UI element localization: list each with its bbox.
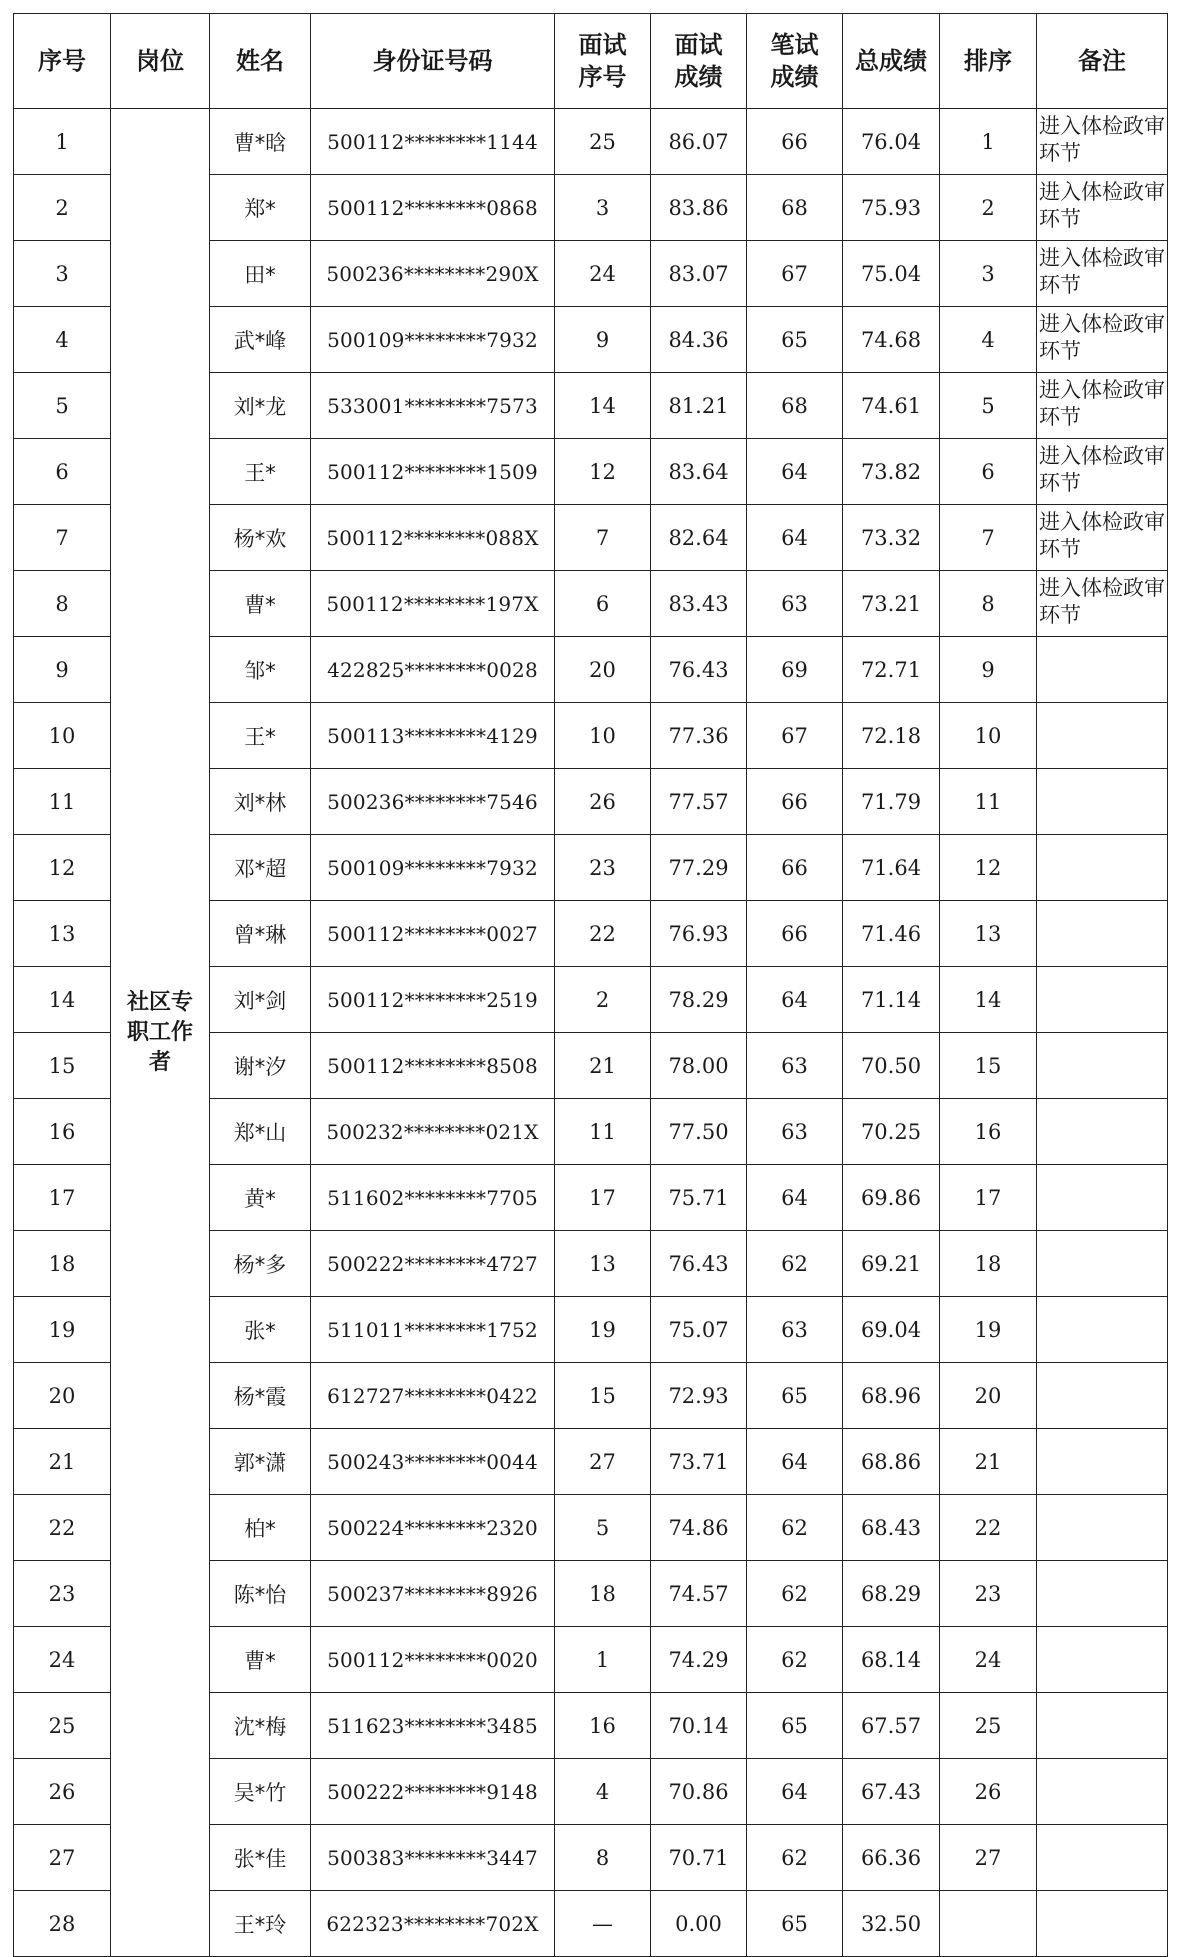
cell-interview-seq: 18 — [555, 1561, 651, 1627]
cell-seq: 21 — [14, 1429, 111, 1495]
cell-note — [1037, 835, 1168, 901]
cell-id-number: 500222********4727 — [311, 1231, 555, 1297]
cell-name: 柏* — [210, 1495, 311, 1561]
cell-interview-seq: 22 — [555, 901, 651, 967]
cell-interview-score: 84.36 — [651, 307, 747, 373]
cell-total-score: 73.21 — [843, 571, 940, 637]
cell-note — [1037, 1297, 1168, 1363]
cell-id-number: 622323********702X — [311, 1891, 555, 1957]
cell-name: 郭*潇 — [210, 1429, 311, 1495]
cell-seq: 17 — [14, 1165, 111, 1231]
header-interview-seq: 面试序号 — [555, 14, 651, 109]
cell-written-score: 65 — [747, 1891, 843, 1957]
header-row — [14, 14, 1168, 109]
cell-name: 谢*汐 — [210, 1033, 311, 1099]
cell-interview-seq: 27 — [555, 1429, 651, 1495]
header-seq: 序号 — [14, 14, 111, 109]
cell-interview-seq: 15 — [555, 1363, 651, 1429]
cell-name: 杨*霞 — [210, 1363, 311, 1429]
cell-total-score: 69.04 — [843, 1297, 940, 1363]
cell-name: 吴*竹 — [210, 1759, 311, 1825]
cell-interview-seq: 11 — [555, 1099, 651, 1165]
cell-name: 杨*多 — [210, 1231, 311, 1297]
cell-name: 陈*怡 — [210, 1561, 311, 1627]
cell-rank: 12 — [940, 835, 1037, 901]
cell-id-number: 500112********0868 — [311, 175, 555, 241]
cell-written-score: 64 — [747, 1759, 843, 1825]
cell-interview-seq: 24 — [555, 241, 651, 307]
cell-interview-score: 0.00 — [651, 1891, 747, 1957]
cell-total-score: 75.04 — [843, 241, 940, 307]
cell-interview-score: 70.86 — [651, 1759, 747, 1825]
header-id-number: 身份证号码 — [311, 14, 555, 109]
cell-id-number: 500112********1144 — [311, 109, 555, 175]
cell-written-score: 65 — [747, 1363, 843, 1429]
cell-seq: 22 — [14, 1495, 111, 1561]
cell-note — [1037, 1495, 1168, 1561]
cell-name: 杨*欢 — [210, 505, 311, 571]
cell-note: 进入体检政审环节 — [1037, 439, 1168, 505]
cell-interview-score: 74.86 — [651, 1495, 747, 1561]
cell-total-score: 76.04 — [843, 109, 940, 175]
cell-total-score: 68.29 — [843, 1561, 940, 1627]
cell-written-score: 67 — [747, 241, 843, 307]
cell-rank: 27 — [940, 1825, 1037, 1891]
cell-total-score: 68.86 — [843, 1429, 940, 1495]
cell-seq: 15 — [14, 1033, 111, 1099]
cell-rank: 3 — [940, 241, 1037, 307]
cell-written-score: 66 — [747, 109, 843, 175]
cell-id-number: 500112********1509 — [311, 439, 555, 505]
cell-note: 进入体检政审环节 — [1037, 505, 1168, 571]
cell-rank: 2 — [940, 175, 1037, 241]
cell-total-score: 67.43 — [843, 1759, 940, 1825]
cell-rank: 24 — [940, 1627, 1037, 1693]
cell-interview-seq: 17 — [555, 1165, 651, 1231]
cell-note: 进入体检政审环节 — [1037, 109, 1168, 175]
cell-rank: 10 — [940, 703, 1037, 769]
cell-rank: 22 — [940, 1495, 1037, 1561]
cell-seq: 24 — [14, 1627, 111, 1693]
cell-written-score: 62 — [747, 1495, 843, 1561]
cell-note — [1037, 1825, 1168, 1891]
cell-interview-score: 73.71 — [651, 1429, 747, 1495]
cell-total-score: 73.82 — [843, 439, 940, 505]
cell-interview-seq: — — [555, 1891, 651, 1957]
cell-rank: 21 — [940, 1429, 1037, 1495]
cell-total-score: 71.46 — [843, 901, 940, 967]
cell-name: 王* — [210, 439, 311, 505]
cell-rank: 25 — [940, 1693, 1037, 1759]
cell-seq: 20 — [14, 1363, 111, 1429]
cell-seq: 11 — [14, 769, 111, 835]
cell-rank: 20 — [940, 1363, 1037, 1429]
cell-written-score: 64 — [747, 505, 843, 571]
header-written-score: 笔试成绩 — [747, 14, 843, 109]
cell-note: 进入体检政审环节 — [1037, 571, 1168, 637]
cell-name: 王* — [210, 703, 311, 769]
cell-interview-score: 82.64 — [651, 505, 747, 571]
cell-id-number: 500112********8508 — [311, 1033, 555, 1099]
cell-post: 社区专职工作者 — [111, 109, 210, 1957]
cell-interview-score: 77.57 — [651, 769, 747, 835]
cell-seq: 14 — [14, 967, 111, 1033]
cell-interview-seq: 20 — [555, 637, 651, 703]
cell-id-number: 500232********021X — [311, 1099, 555, 1165]
cell-id-number: 511623********3485 — [311, 1693, 555, 1759]
cell-seq: 3 — [14, 241, 111, 307]
cell-written-score: 62 — [747, 1627, 843, 1693]
cell-written-score: 64 — [747, 439, 843, 505]
cell-note — [1037, 1099, 1168, 1165]
cell-interview-score: 75.71 — [651, 1165, 747, 1231]
cell-total-score: 70.50 — [843, 1033, 940, 1099]
header-rank: 排序 — [940, 14, 1037, 109]
cell-id-number: 500112********2519 — [311, 967, 555, 1033]
cell-interview-score: 78.00 — [651, 1033, 747, 1099]
cell-interview-score: 77.29 — [651, 835, 747, 901]
cell-interview-score: 74.57 — [651, 1561, 747, 1627]
cell-written-score: 62 — [747, 1231, 843, 1297]
cell-note: 进入体检政审环节 — [1037, 175, 1168, 241]
cell-id-number: 612727********0422 — [311, 1363, 555, 1429]
cell-note — [1037, 967, 1168, 1033]
cell-seq: 23 — [14, 1561, 111, 1627]
cell-written-score: 64 — [747, 1429, 843, 1495]
cell-total-score: 71.79 — [843, 769, 940, 835]
cell-total-score: 72.71 — [843, 637, 940, 703]
cell-total-score: 69.21 — [843, 1231, 940, 1297]
cell-written-score: 67 — [747, 703, 843, 769]
cell-rank: 8 — [940, 571, 1037, 637]
cell-written-score: 63 — [747, 1297, 843, 1363]
cell-written-score: 65 — [747, 307, 843, 373]
cell-interview-score: 70.14 — [651, 1693, 747, 1759]
cell-id-number: 500109********7932 — [311, 307, 555, 373]
cell-interview-seq: 2 — [555, 967, 651, 1033]
cell-interview-seq: 26 — [555, 769, 651, 835]
cell-total-score: 73.32 — [843, 505, 940, 571]
header-note: 备注 — [1037, 14, 1168, 109]
cell-written-score: 63 — [747, 571, 843, 637]
cell-total-score: 68.43 — [843, 1495, 940, 1561]
cell-rank: 19 — [940, 1297, 1037, 1363]
cell-total-score: 68.96 — [843, 1363, 940, 1429]
cell-id-number: 500224********2320 — [311, 1495, 555, 1561]
cell-seq: 12 — [14, 835, 111, 901]
cell-total-score: 67.57 — [843, 1693, 940, 1759]
cell-interview-seq: 5 — [555, 1495, 651, 1561]
cell-rank: 11 — [940, 769, 1037, 835]
cell-seq: 7 — [14, 505, 111, 571]
cell-written-score: 68 — [747, 175, 843, 241]
cell-rank: 15 — [940, 1033, 1037, 1099]
header-total-score: 总成绩 — [843, 14, 940, 109]
cell-interview-seq: 3 — [555, 175, 651, 241]
cell-written-score: 63 — [747, 1099, 843, 1165]
cell-name: 黄* — [210, 1165, 311, 1231]
cell-interview-score: 74.29 — [651, 1627, 747, 1693]
cell-written-score: 66 — [747, 769, 843, 835]
cell-seq: 19 — [14, 1297, 111, 1363]
table-row — [14, 109, 1168, 175]
cell-note: 进入体检政审环节 — [1037, 373, 1168, 439]
cell-interview-score: 83.43 — [651, 571, 747, 637]
cell-written-score: 66 — [747, 901, 843, 967]
cell-name: 王*玲 — [210, 1891, 311, 1957]
cell-id-number: 500112********0020 — [311, 1627, 555, 1693]
cell-note — [1037, 1231, 1168, 1297]
cell-id-number: 500112********088X — [311, 505, 555, 571]
cell-interview-seq: 23 — [555, 835, 651, 901]
cell-rank — [940, 1891, 1037, 1957]
cell-name: 田* — [210, 241, 311, 307]
cell-interview-seq: 16 — [555, 1693, 651, 1759]
cell-name: 沈*梅 — [210, 1693, 311, 1759]
cell-written-score: 65 — [747, 1693, 843, 1759]
cell-written-score: 63 — [747, 1033, 843, 1099]
cell-name: 邹* — [210, 637, 311, 703]
cell-written-score: 64 — [747, 967, 843, 1033]
cell-interview-seq: 8 — [555, 1825, 651, 1891]
cell-rank: 17 — [940, 1165, 1037, 1231]
cell-note — [1037, 1363, 1168, 1429]
cell-rank: 16 — [940, 1099, 1037, 1165]
cell-note — [1037, 1033, 1168, 1099]
cell-seq: 4 — [14, 307, 111, 373]
cell-total-score: 72.18 — [843, 703, 940, 769]
cell-name: 张*佳 — [210, 1825, 311, 1891]
cell-written-score: 68 — [747, 373, 843, 439]
cell-name: 刘*龙 — [210, 373, 311, 439]
cell-note: 进入体检政审环节 — [1037, 307, 1168, 373]
header-interview-score: 面试成绩 — [651, 14, 747, 109]
results-table — [13, 13, 1168, 1957]
cell-total-score: 69.86 — [843, 1165, 940, 1231]
cell-written-score: 69 — [747, 637, 843, 703]
cell-interview-seq: 9 — [555, 307, 651, 373]
cell-id-number: 500243********0044 — [311, 1429, 555, 1495]
cell-id-number: 500109********7932 — [311, 835, 555, 901]
cell-interview-score: 86.07 — [651, 109, 747, 175]
cell-seq: 6 — [14, 439, 111, 505]
cell-rank: 4 — [940, 307, 1037, 373]
cell-note — [1037, 1165, 1168, 1231]
cell-note — [1037, 1891, 1168, 1957]
cell-seq: 13 — [14, 901, 111, 967]
cell-rank: 23 — [940, 1561, 1037, 1627]
cell-rank: 14 — [940, 967, 1037, 1033]
cell-rank: 26 — [940, 1759, 1037, 1825]
cell-id-number: 500383********3447 — [311, 1825, 555, 1891]
cell-id-number: 500236********7546 — [311, 769, 555, 835]
cell-id-number: 533001********7573 — [311, 373, 555, 439]
cell-name: 刘*剑 — [210, 967, 311, 1033]
cell-interview-seq: 1 — [555, 1627, 651, 1693]
cell-name: 郑*山 — [210, 1099, 311, 1165]
cell-rank: 7 — [940, 505, 1037, 571]
cell-id-number: 511602********7705 — [311, 1165, 555, 1231]
cell-interview-score: 72.93 — [651, 1363, 747, 1429]
cell-name: 武*峰 — [210, 307, 311, 373]
cell-interview-score: 70.71 — [651, 1825, 747, 1891]
cell-interview-score: 78.29 — [651, 967, 747, 1033]
cell-note: 进入体检政审环节 — [1037, 241, 1168, 307]
cell-interview-score: 77.36 — [651, 703, 747, 769]
cell-seq: 18 — [14, 1231, 111, 1297]
cell-rank: 9 — [940, 637, 1037, 703]
cell-note — [1037, 637, 1168, 703]
table-header — [14, 14, 1168, 109]
cell-rank: 1 — [940, 109, 1037, 175]
cell-interview-score: 83.86 — [651, 175, 747, 241]
cell-id-number: 500112********197X — [311, 571, 555, 637]
cell-interview-score: 75.07 — [651, 1297, 747, 1363]
cell-interview-seq: 12 — [555, 439, 651, 505]
cell-total-score: 75.93 — [843, 175, 940, 241]
cell-interview-seq: 6 — [555, 571, 651, 637]
cell-name: 曾*琳 — [210, 901, 311, 967]
cell-note — [1037, 769, 1168, 835]
cell-name: 刘*林 — [210, 769, 311, 835]
cell-seq: 9 — [14, 637, 111, 703]
header-post: 岗位 — [111, 14, 210, 109]
cell-written-score: 64 — [747, 1165, 843, 1231]
cell-note — [1037, 703, 1168, 769]
cell-seq: 28 — [14, 1891, 111, 1957]
cell-name: 郑* — [210, 175, 311, 241]
cell-total-score: 74.68 — [843, 307, 940, 373]
cell-id-number: 500237********8926 — [311, 1561, 555, 1627]
cell-id-number: 422825********0028 — [311, 637, 555, 703]
cell-seq: 5 — [14, 373, 111, 439]
cell-seq: 16 — [14, 1099, 111, 1165]
cell-rank: 6 — [940, 439, 1037, 505]
cell-seq: 2 — [14, 175, 111, 241]
cell-interview-seq: 13 — [555, 1231, 651, 1297]
cell-note — [1037, 901, 1168, 967]
cell-seq: 27 — [14, 1825, 111, 1891]
table-body — [14, 109, 1168, 1957]
cell-name: 曹* — [210, 571, 311, 637]
cell-interview-seq: 7 — [555, 505, 651, 571]
cell-written-score: 62 — [747, 1561, 843, 1627]
cell-total-score: 70.25 — [843, 1099, 940, 1165]
cell-id-number: 500222********9148 — [311, 1759, 555, 1825]
cell-seq: 1 — [14, 109, 111, 175]
cell-total-score: 71.64 — [843, 835, 940, 901]
cell-seq: 26 — [14, 1759, 111, 1825]
cell-total-score: 74.61 — [843, 373, 940, 439]
cell-interview-seq: 10 — [555, 703, 651, 769]
cell-total-score: 66.36 — [843, 1825, 940, 1891]
cell-interview-score: 76.93 — [651, 901, 747, 967]
cell-note — [1037, 1693, 1168, 1759]
cell-rank: 18 — [940, 1231, 1037, 1297]
cell-total-score: 32.50 — [843, 1891, 940, 1957]
header-name: 姓名 — [210, 14, 311, 109]
cell-rank: 5 — [940, 373, 1037, 439]
cell-name: 曹* — [210, 1627, 311, 1693]
cell-seq: 10 — [14, 703, 111, 769]
cell-interview-seq: 21 — [555, 1033, 651, 1099]
cell-note — [1037, 1429, 1168, 1495]
cell-id-number: 511011********1752 — [311, 1297, 555, 1363]
cell-interview-score: 83.64 — [651, 439, 747, 505]
cell-name: 邓*超 — [210, 835, 311, 901]
cell-note — [1037, 1561, 1168, 1627]
cell-interview-score: 76.43 — [651, 1231, 747, 1297]
cell-note — [1037, 1627, 1168, 1693]
cell-total-score: 68.14 — [843, 1627, 940, 1693]
cell-seq: 25 — [14, 1693, 111, 1759]
cell-interview-seq: 4 — [555, 1759, 651, 1825]
cell-written-score: 62 — [747, 1825, 843, 1891]
cell-written-score: 66 — [747, 835, 843, 901]
cell-interview-score: 77.50 — [651, 1099, 747, 1165]
cell-interview-score: 81.21 — [651, 373, 747, 439]
cell-interview-seq: 19 — [555, 1297, 651, 1363]
cell-interview-score: 76.43 — [651, 637, 747, 703]
cell-id-number: 500112********0027 — [311, 901, 555, 967]
cell-name: 曹*晗 — [210, 109, 311, 175]
cell-id-number: 500236********290X — [311, 241, 555, 307]
cell-note — [1037, 1759, 1168, 1825]
cell-rank: 13 — [940, 901, 1037, 967]
cell-total-score: 71.14 — [843, 967, 940, 1033]
cell-interview-seq: 25 — [555, 109, 651, 175]
cell-name: 张* — [210, 1297, 311, 1363]
cell-id-number: 500113********4129 — [311, 703, 555, 769]
cell-interview-seq: 14 — [555, 373, 651, 439]
cell-interview-score: 83.07 — [651, 241, 747, 307]
cell-seq: 8 — [14, 571, 111, 637]
